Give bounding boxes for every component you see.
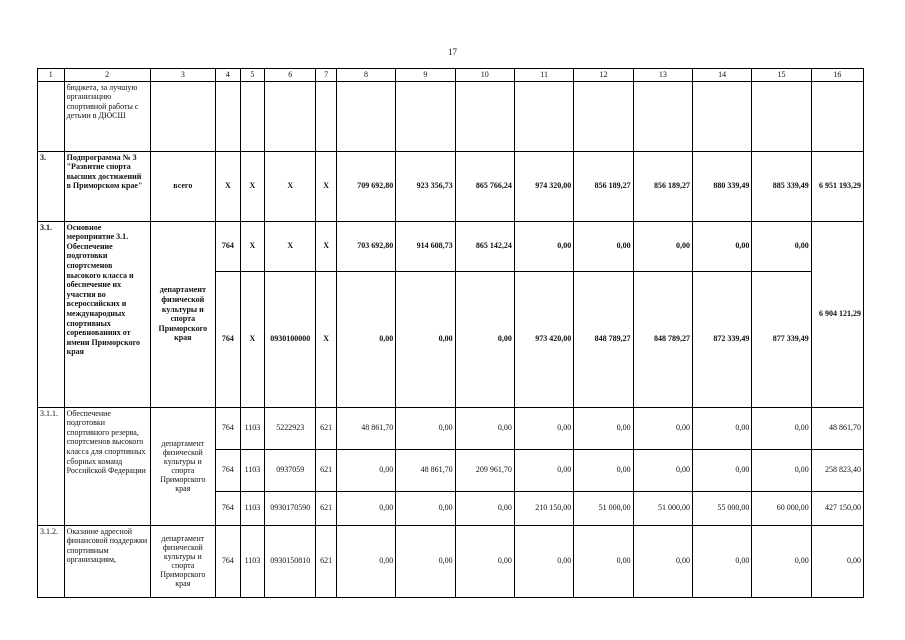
- column-number: 11: [514, 69, 573, 82]
- amount: 0,00: [396, 271, 455, 407]
- amount: 0,00: [336, 491, 395, 525]
- amount: 51 000,00: [574, 491, 633, 525]
- amount: 209 961,70: [455, 449, 514, 491]
- total-amount: 6 951 193,29: [811, 151, 863, 221]
- column-number: 2: [64, 69, 150, 82]
- amount: 210 150,00: [514, 491, 573, 525]
- amount: 0,00: [396, 407, 455, 449]
- amount: 0,00: [693, 525, 752, 597]
- amount: 0,00: [752, 221, 811, 271]
- amount: 865 766,24: [455, 151, 514, 221]
- amount: 848 789,27: [633, 271, 692, 407]
- measure-name: Обеспечение подготовки спортивного резерва, спортсменов высокого класса для спортивных сборных команд Российской Федерации: [64, 407, 150, 525]
- amount: 55 000,00: [693, 491, 752, 525]
- executor: департамент физической культуры и спорта Приморского края: [150, 525, 216, 597]
- amount: 880 339,49: [693, 151, 752, 221]
- column-number: 3: [150, 69, 216, 82]
- amount: 0,00: [633, 407, 692, 449]
- amount: 0,00: [455, 525, 514, 597]
- amount: 0,00: [514, 449, 573, 491]
- page-number: 17: [448, 47, 457, 57]
- column-number: 6: [265, 69, 316, 82]
- measure-name: бюджета, за лучшую организацию спортивной работы с детьми в ДЮСШ: [64, 81, 150, 151]
- column-number-row: [38, 69, 864, 82]
- amount: 0,00: [574, 449, 633, 491]
- column-number: 16: [811, 69, 863, 82]
- column-number: 10: [455, 69, 514, 82]
- amount: 923 356,73: [396, 151, 455, 221]
- amount: 0,00: [574, 407, 633, 449]
- table-row: 3. Подпрограмма № 3 "Развитие спорта высших достижений в Приморском крае" всего X X X X 709 692,80 923 356,73 865 766,24 974 320,00 856 189,27 856 189,27 880 339,49 885 339,49 6 951 193,29: [38, 151, 864, 221]
- table-row: [38, 81, 864, 151]
- amount: 0,00: [455, 491, 514, 525]
- amount: 0,00: [752, 449, 811, 491]
- total-amount: 6 904 121,29: [811, 221, 863, 407]
- column-number: 7: [316, 69, 336, 82]
- amount: 709 692,80: [336, 151, 395, 221]
- table-row: 3.1.1. Обеспечение подготовки спортивного резерва, спортсменов высокого класса для спортивных сборных команд Российской Федерации департамент физической культуры и спорта Приморского края 764 1103 5222923 621 48 861,70 0,00 0,00 0,00 0,00 0,00 0,00 0,00 48 861,70: [38, 407, 864, 449]
- amount: 885 339,49: [752, 151, 811, 221]
- amount: 974 320,00: [514, 151, 573, 221]
- amount: 0,00: [574, 525, 633, 597]
- amount: 0,00: [336, 271, 395, 407]
- amount: 865 142,24: [455, 221, 514, 271]
- total-amount: 427 150,00: [811, 491, 863, 525]
- amount: 703 692,80: [336, 221, 395, 271]
- table-row: 764 1103 0930170590 621 0,00 0,00 0,00 210 150,00 51 000,00 51 000,00 55 000,00 60 000,00 427 150,00: [38, 491, 864, 525]
- column-number: 13: [633, 69, 692, 82]
- amount: 0,00: [514, 221, 573, 271]
- column-number: 9: [396, 69, 455, 82]
- amount: 60 000,00: [752, 491, 811, 525]
- amount: 0,00: [752, 525, 811, 597]
- total-amount: 48 861,70: [811, 407, 863, 449]
- amount: 48 861,70: [336, 407, 395, 449]
- table-row: 764 X 0930100000 X 0,00 0,00 0,00 973 420,00 848 789,27 848 789,27 872 339,49 877 339,49: [38, 271, 864, 407]
- amount: 48 861,70: [396, 449, 455, 491]
- amount: 0,00: [693, 407, 752, 449]
- program-table: [37, 68, 864, 598]
- amount: 0,00: [514, 525, 573, 597]
- column-number: 15: [752, 69, 811, 82]
- amount: 973 420,00: [514, 271, 573, 407]
- row-code: 3.: [38, 151, 65, 221]
- amount: 856 189,27: [574, 151, 633, 221]
- executor: департамент физической культуры и спорта Приморского края: [150, 407, 216, 525]
- column-number: 12: [574, 69, 633, 82]
- column-number: 5: [240, 69, 265, 82]
- amount: 0,00: [693, 449, 752, 491]
- amount: 0,00: [396, 491, 455, 525]
- table-row: 3.1.2. Оказание адресной финансовой поддержки спортивным организациям, департамент физической культуры и спорта Приморского края 764 1103 0930150810 621 0,00 0,00 0,00 0,00 0,00 0,00 0,00 0,00 0,00: [38, 525, 864, 597]
- amount: 848 789,27: [574, 271, 633, 407]
- amount: 0,00: [514, 407, 573, 449]
- amount: 0,00: [396, 525, 455, 597]
- column-number: 14: [693, 69, 752, 82]
- amount: 0,00: [633, 449, 692, 491]
- amount: 0,00: [336, 449, 395, 491]
- amount: 0,00: [574, 221, 633, 271]
- amount: 0,00: [752, 407, 811, 449]
- executor: департамент физической культуры и спорта Приморского края: [150, 221, 216, 407]
- amount: 877 339,49: [752, 271, 811, 407]
- executor: всего: [150, 151, 216, 221]
- amount: 0,00: [336, 525, 395, 597]
- column-number: 8: [336, 69, 395, 82]
- amount: 914 608,73: [396, 221, 455, 271]
- amount: 0,00: [693, 221, 752, 271]
- amount: 0,00: [633, 221, 692, 271]
- amount: 0,00: [455, 407, 514, 449]
- column-number: 1: [38, 69, 65, 82]
- table-row: 3.1. Основное мероприятие 3.1. Обеспечение подготовки спортсменов высокого класса и обеспечение их участия во всероссийских и международных спортивных соревнованиях от имени Приморского края департамент физической культуры и спорта Приморского края 764 X X X 703 692,80 914 608,73 865 142,24 0,00 0,00 0,00 0,00 0,00 6 904 121,29: [38, 221, 864, 271]
- amount: 51 000,00: [633, 491, 692, 525]
- total-amount: 0,00: [811, 525, 863, 597]
- amount: 0,00: [455, 271, 514, 407]
- column-number: 4: [216, 69, 241, 82]
- row-code: 3.1.2.: [38, 525, 65, 597]
- row-code: 3.1.1.: [38, 407, 65, 525]
- table-row: 764 1103 0937059 621 0,00 48 861,70 209 961,70 0,00 0,00 0,00 0,00 0,00 258 823,40: [38, 449, 864, 491]
- measure-name: Подпрограмма № 3 "Развитие спорта высших достижений в Приморском крае": [64, 151, 150, 221]
- measure-name: Основное мероприятие 3.1. Обеспечение подготовки спортсменов высокого класса и обеспечение их участия во всероссийских и международных спортивных соревнованиях от имени Приморского края: [64, 221, 150, 407]
- amount: 0,00: [633, 525, 692, 597]
- row-code: 3.1.: [38, 221, 65, 407]
- total-amount: 258 823,40: [811, 449, 863, 491]
- measure-name: Оказание адресной финансовой поддержки спортивным организациям,: [64, 525, 150, 597]
- amount: 872 339,49: [693, 271, 752, 407]
- amount: 856 189,27: [633, 151, 692, 221]
